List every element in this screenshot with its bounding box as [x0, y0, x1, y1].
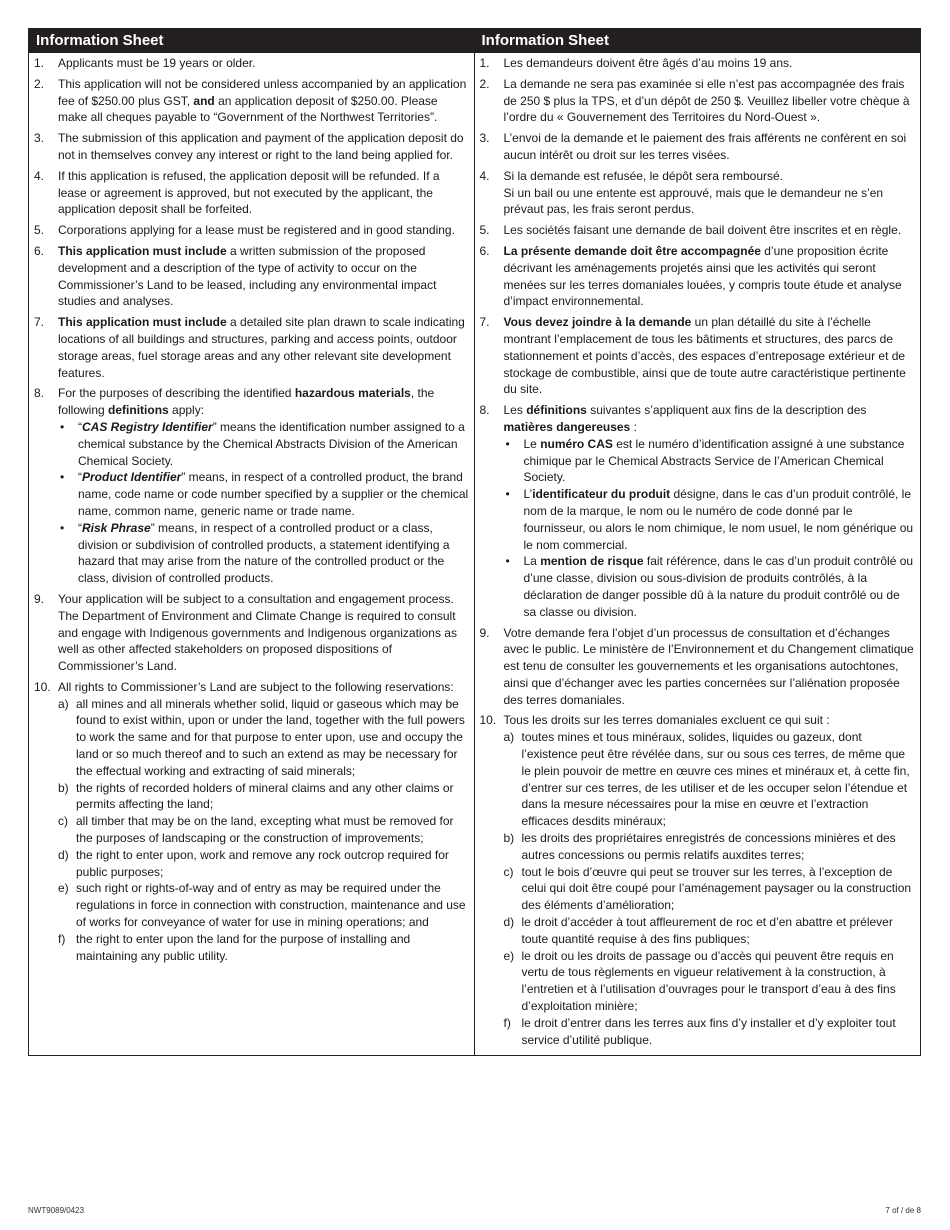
item-text: Tous les droits sur les terres domaniales excluent ce qui suit : a) toutes mines et tous minéraux, solides, liquides ou gazeux, dont l’existence peut être révélée dans, sur ou sous ces terres, de même que le plein pouvoir de mettre en œuvre ces mines et minéraux et, à cette fin, d’entrer sur ces terres, de les utiliser et de les occuper selon l’étendue et dans la mesure nécessaires pour la mise en œuvre et l’extraction efficaces desdits minéraux; b) les droits des propriétaires enregistrés de concessions minières et des autres concessions ou permis relatifs auxdites terres; c) tout le bois d’œuvre qui peut se trouver sur les terres, à l’exception de celui qui doit être coupé pour l’aménagement paysager ou la construction des éléments d’amélioration; d) le droit d’accéder à tout affleurement de roc et d’en abattre et prélever toute quantité requise à des fins publiques; e) le droit ou les droits de passage ou d’accès qui peuvent être requis en vertu de tous règlements en vigueur relativement à la construction, à l’entretien et à l’utilisation d’ouvrages pour le transport d’eau à des fins d’exploitation minière; f) le droit d’entrer dans les terres aux fins d’y installer et d’y exploiter tout service d’utilité publique. [504, 712, 916, 1048]
reservation-item: c) tout le bois d’œuvre qui peut se trouver sur les terres, à l’exception de celui qui doit être coupé pour l’aménagement paysager ou la construction des éléments d’amélioration; [503, 864, 912, 913]
list-item [34, 243, 469, 310]
reservation-item: a) toutes mines et tous minéraux, solides, liquides ou gazeux, dont l’existence peut être révélée dans, sur ou sous ces terres, de même que le plein pouvoir de mettre en œuvre ces mines et minéraux et, à cette fin, d’entrer sur ces terres, de les utiliser et de les occuper selon l’étendue et dans la mesure nécessaires pour la mise en œuvre et l’extraction efficaces desdits minéraux; [503, 730, 910, 829]
item-text: The submission of this application and payment of the application deposit do not in themselves convey any interest or right to the land being applied for. [58, 131, 464, 162]
reservation-item: f) le droit d’entrer dans les terres aux fins d’y installer et d’y exploiter tout service d’utilité publique. [503, 1015, 896, 1047]
definition-item [58, 419, 469, 469]
item-number: 4. [34, 168, 45, 183]
bullet-icon: • [60, 419, 65, 434]
definition-item [58, 469, 469, 519]
reservation-item: b) the rights of recorded holders of mineral claims and any other claims or permits affecting the land; [58, 780, 454, 812]
form-code: NWT9089/0423 [28, 1206, 85, 1215]
item-number: 7. [479, 315, 490, 330]
list-item [34, 222, 469, 239]
definition-text: “CAS Registry Identifier” means the identification number assigned to a chemical substance by the Chemical Abstracts Division of the American Chemical Society. [78, 419, 465, 468]
reservation-item: d) le droit d’accéder à tout affleurement de roc et d’en abattre et prélever toute quantité requise à des fins publiques; [503, 915, 893, 946]
item-text: Si la demande est refusée, le dépôt sera remboursé. Si un bail ou une entente est approuvé, mais que le demandeur ne s’en prévaut pas, les frais seront perdus. [503, 168, 884, 217]
bullet-icon: • [505, 554, 510, 569]
item-number: 7. [34, 315, 45, 330]
column-header-french: Information Sheet [475, 29, 921, 53]
item-number: 9. [34, 591, 45, 606]
list-item [34, 76, 469, 126]
information-sheet-table [28, 28, 921, 1056]
item-text: Your application will be subject to a consultation and engagement process. The Department of Environment and Climate Change is required to consult and engage with Indigenous governments and Indigenous organizations as well as other affected stakeholders on proposed dispositions of Commissioner’s Land. [58, 591, 457, 674]
item-number: 1. [34, 56, 45, 70]
definition-text: L’identificateur du produit désigne, dans le cas d’un produit contrôlé, le nom de la marque, le nom ou le numéro de code donné par le fournisseur, ou alors le nom chimique, le nom usuel, le nom générique ou le nom commercial. [523, 487, 914, 552]
item-text: L’envoi de la demande et le paiement des frais afférents ne confèrent en soi aucun intérêt ou droit sur les terres visées. [503, 131, 907, 162]
definition-item [58, 520, 469, 587]
list-item [34, 168, 469, 218]
item-number: 5. [479, 223, 490, 238]
item-text: Applicants must be 19 years or older. [58, 56, 256, 70]
item-text: Les sociétés faisant une demande de bail doivent être inscrites et en règle. [503, 223, 902, 238]
bullet-icon: • [60, 520, 65, 535]
definition-text: La mention de risque fait référence, dans le cas d’un produit contrôlé ou d’une classe, division ou sous-division de produits contrôlés, à la déclaration de danger possible dû à la nature du produit contrôlé ou de sa classe ou division. [523, 554, 914, 619]
column-header-english: Information Sheet [29, 29, 474, 53]
definition-text: “Risk Phrase” means, in respect of a controlled product or a class, division or subdivision of controlled products, a statement identifying a hazard that may arise from the nature of the controlled product or the class, division of controlled products. [78, 520, 450, 586]
item-text: Corporations applying for a lease must be registered and in good standing. [58, 223, 455, 238]
french-list [475, 53, 921, 1055]
item-number: 9. [479, 625, 490, 640]
list-item [480, 314, 916, 398]
reservation-item: a) all mines and all minerals whether solid, liquid or gaseous which may be found to exist within, upon or under the land, together with the full powers to work the same and for that purpose to enter upon, use and occupy the land or so much thereof and to such an extend as may be necessary for the effectual working and extracting of said minerals; [58, 696, 465, 778]
french-column [475, 29, 921, 1055]
item-text: This application will not be considered unless accompanied by an application fee of $250.00 plus GST, and an application deposit of $250.00. Please make all cheques payable to “Government of the Northwest Territories”. [58, 76, 467, 125]
definition-item [504, 486, 916, 553]
bullet-icon: • [505, 436, 510, 451]
list-item [34, 314, 469, 381]
item-text: Les demandeurs doivent être âgés d’au moins 19 ans. [503, 56, 793, 70]
item-number: 3. [34, 131, 45, 146]
item-number: 8. [479, 403, 490, 418]
item-number: 8. [34, 386, 45, 401]
list-item [480, 243, 916, 310]
item-number: 6. [479, 243, 490, 258]
item-text: This application must include a written submission of the proposed development and a description of the type of activity to occur on the Commissioner’s Land to be leased, including any environmental impact studies and analyses. [58, 243, 437, 309]
bullet-icon: • [505, 487, 510, 502]
page-number: 7 of / de 8 [885, 1206, 921, 1215]
definition-text: “Product Identifier” means, in respect of a controlled product, the brand name, code name or code number specified by a supplier or the chemical name, common name, generic name or trade name. [78, 470, 469, 518]
item-text: All rights to Commissioner’s Land are subject to the following reservations: a) all mines and all minerals whether solid, liquid or gaseous which may be found to exist within, upon or under the land, together with the full powers to work the same and for that purpose to enter upon, use and occupy the land or so much thereof and to such an extend as may be necessary for the effectual working and extracting of said minerals; b) the rights of recorded holders of mineral claims and any other claims or permits affecting the land; c) all timber that may be on the land, excepting what must be removed for the purposes of landscaping or the construction of improvements; d) the right to enter upon, work and remove any rock outcrop required for public purposes; e) such right or rights-of-way and of entry as may be required under the regulations in force in connection with construction, maintenance and use of works for conveyance of water for use in mining operations; and f) the right to enter upon the land for the purpose of installing and maintaining any public utility. [58, 679, 469, 965]
item-number: 10. [34, 679, 51, 694]
item-number: 1. [479, 56, 490, 70]
list-item [480, 222, 916, 239]
item-text: Vous devez joindre à la demande un plan détaillé du site à l’échelle montrant l’emplacement de tous les bâtiments et structures, des parcs de stationnement et points d’accès, des espaces d’entreposage extérieur et de stockage de combustible, ainsi que de toute autre caractéristique pertinente du site. [503, 315, 906, 397]
item-text: For the purposes of describing the identified hazardous materials, the following definitions apply: • “CAS Registry Identifier” means the identification number assigned to a chemical substance by the Chemical Abstracts Division of the American Chemical Society. • “Product Identifier” means, in respect of a controlled product, the brand name, code name or code number specified by a supplier or the chemical name, common name, generic name or trade name. • “Risk Phrase” means, in respect of a controlled product or a class, division or subdivision of controlled products, a statement identifying a hazard that may arise from the nature of the controlled product or the class, division of controlled products. [58, 386, 469, 586]
list-item [34, 385, 469, 587]
item-text: If this application is refused, the application deposit will be refunded. If a lease or agreement is approved, but not executed by the applicant, the application deposit shall be forfeited. [58, 168, 440, 217]
item-text: Votre demande fera l’objet d’un processus de consultation et d’échanges avec le public. Le ministère de l’Environnement et du Changement climatique est tenu de consulter les gouvernements et les organisations autochtones, ainsi que d’échanger avec les parties concernées sur l’aliénation proposée des terres domaniales. [503, 625, 914, 707]
item-number: 10. [479, 713, 497, 728]
item-text: La demande ne sera pas examinée si elle n’est pas accompagnée des frais de 250 $ plus la TPS, et d’un dépôt de 250 $. Veuillez libeller votre chèque à l’ordre du « Gouvernement des Territoires du Nord-Ouest ». [503, 76, 910, 125]
list-item [480, 625, 916, 709]
bullet-icon: • [60, 470, 65, 485]
list-item [480, 76, 916, 126]
list-item [480, 55, 916, 72]
reservation-item: e) such right or rights-of-way and of entry as may be required under the regulations in force in connection with construction, maintenance and use of works for conveyance of water for use in mining operations; and [58, 881, 466, 930]
item-text: La présente demande doit être accompagnée d’une proposition écrite décrivant les aménagements projetés ainsi que les activités qui seront menées sur les terres domaniales louées, y compris toute étude et analyse d’impact environnemental. [503, 243, 902, 309]
item-number: 4. [479, 168, 490, 183]
item-number: 2. [479, 76, 490, 91]
list-item [480, 712, 916, 1048]
list-item [34, 591, 469, 675]
definition-text: Le numéro CAS est le numéro d’identification assigné à une substance chimique par le Chemical Abstracts Service de l’American Chemical Society. [523, 436, 905, 485]
english-list [29, 53, 474, 971]
definition-item [504, 553, 916, 620]
item-number: 5. [34, 223, 45, 238]
item-text: This application must include a detailed site plan drawn to scale indicating locations of all buildings and structures, parking and access points, outdoor storage areas, fuel storage areas and any other relevant site development features. [58, 315, 465, 380]
list-item [480, 168, 916, 218]
reservation-item: b) les droits des propriétaires enregistrés de concessions minières et des autres concessions ou permis relatifs auxdites terres; [503, 831, 896, 862]
reservation-item: e) le droit ou les droits de passage ou d’accès qui peuvent être requis en vertu de tous règlements en vigueur relativement à la construction, à l’entretien et à l’utilisation d’ouvrages pour le transport d’eau à des fins d’exploitation minière; [503, 948, 896, 1014]
reservation-item: c) all timber that may be on the land, excepting what must be removed for the purposes of landscaping or the construction of improvements; [58, 814, 454, 846]
reservation-item: f) the right to enter upon the land for the purpose of installing and maintaining any public utility. [58, 931, 411, 963]
list-item [34, 130, 469, 164]
list-item [34, 55, 469, 72]
reservation-item: d) the right to enter upon, work and remove any rock outcrop required for public purposes; [58, 847, 449, 879]
item-number: 3. [479, 131, 490, 146]
english-column [29, 29, 475, 1055]
definition-item [504, 436, 916, 486]
list-item [34, 679, 469, 965]
list-item [480, 130, 916, 164]
item-text: Les définitions suivantes s’appliquent aux fins de la description des matières dangereuses : • Le numéro CAS est le numéro d’identification assigné à une substance chimique par le Chemical Abstracts Service de l’American Chemical Society. • L’identificateur du produit désigne, dans le cas d’un produit contrôlé, le nom de la marque, le nom ou le numéro de code donné par le fournisseur, ou alors le nom chimique, le nom usuel, le nom générique ou le nom commercial. • La mention de risque fait référence, dans le cas d’un produit contrôlé ou d’une classe, division ou sous-division de produits contrôlés, à la déclaration de danger possible dû à la nature du produit contrôlé ou de sa classe ou division. [503, 403, 914, 619]
list-item [480, 402, 916, 620]
item-number: 2. [34, 76, 45, 91]
item-number: 6. [34, 243, 45, 258]
